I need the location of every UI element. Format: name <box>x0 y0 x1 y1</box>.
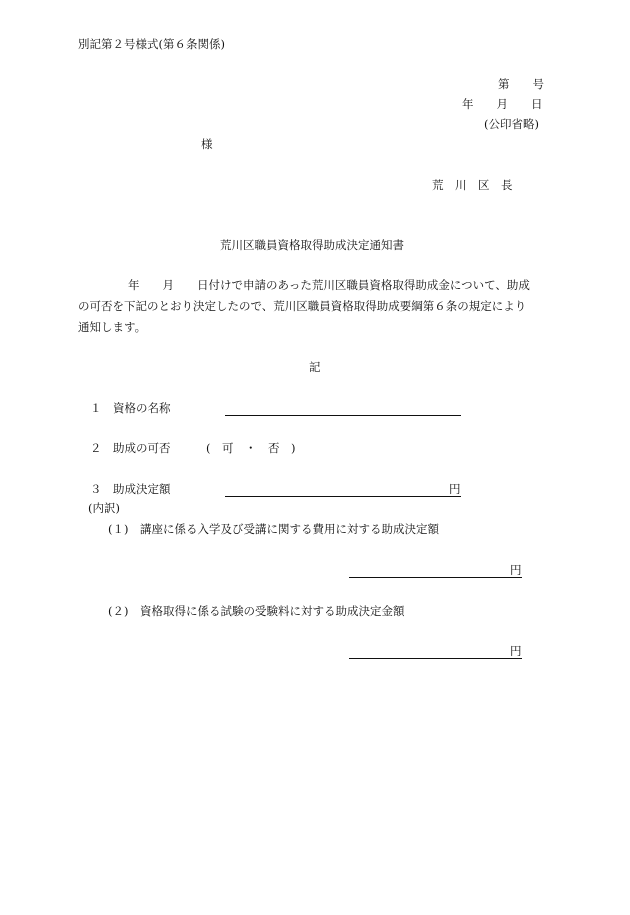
sub-item-1-yen: 円 <box>510 563 522 577</box>
body-line-2: の可否を下記のとおり決定したので、荒川区職員資格取得助成要綱第６条の規定により <box>78 299 527 313</box>
sub-item-1-label: (１) 講座に係る入学及び受講に関する費用に対する助成決定額 <box>108 522 439 536</box>
item-3-underline <box>225 496 461 497</box>
item-2-label: ２ 助成の可否 <box>90 441 171 455</box>
sub-item-2-label: (２) 資格取得に係る試験の受験料に対する助成決定金額 <box>108 604 405 618</box>
seal-omitted-note: (公印省略) <box>484 117 539 131</box>
record-label: 記 <box>309 360 321 374</box>
form-label: 別記第２号様式(第６条関係) <box>78 37 225 51</box>
issuer-name: 荒 川 区 長 <box>432 178 513 192</box>
document-number-label: 第 号 <box>498 77 544 91</box>
date-label: 年 月 日 <box>462 97 543 111</box>
addressee-suffix: 様 <box>201 137 213 151</box>
breakdown-label: (内訳) <box>88 501 120 515</box>
sub-item-1-underline <box>349 577 522 578</box>
item-1-label: １ 資格の名称 <box>90 401 171 415</box>
item-1-underline <box>225 415 461 416</box>
document-title: 荒川区職員資格取得助成決定通知書 <box>220 238 404 252</box>
sub-item-2-yen: 円 <box>510 644 522 658</box>
sub-item-2-underline <box>349 658 522 659</box>
approval-choice: ( 可 ・ 否 ) <box>206 441 296 455</box>
item-3-yen: 円 <box>449 482 461 496</box>
body-line-1: 年 月 日付けで申請のあった荒川区職員資格取得助成金について、助成 <box>128 278 530 292</box>
body-line-3: 通知します。 <box>78 320 147 334</box>
item-3-label: ３ 助成決定額 <box>90 482 171 496</box>
